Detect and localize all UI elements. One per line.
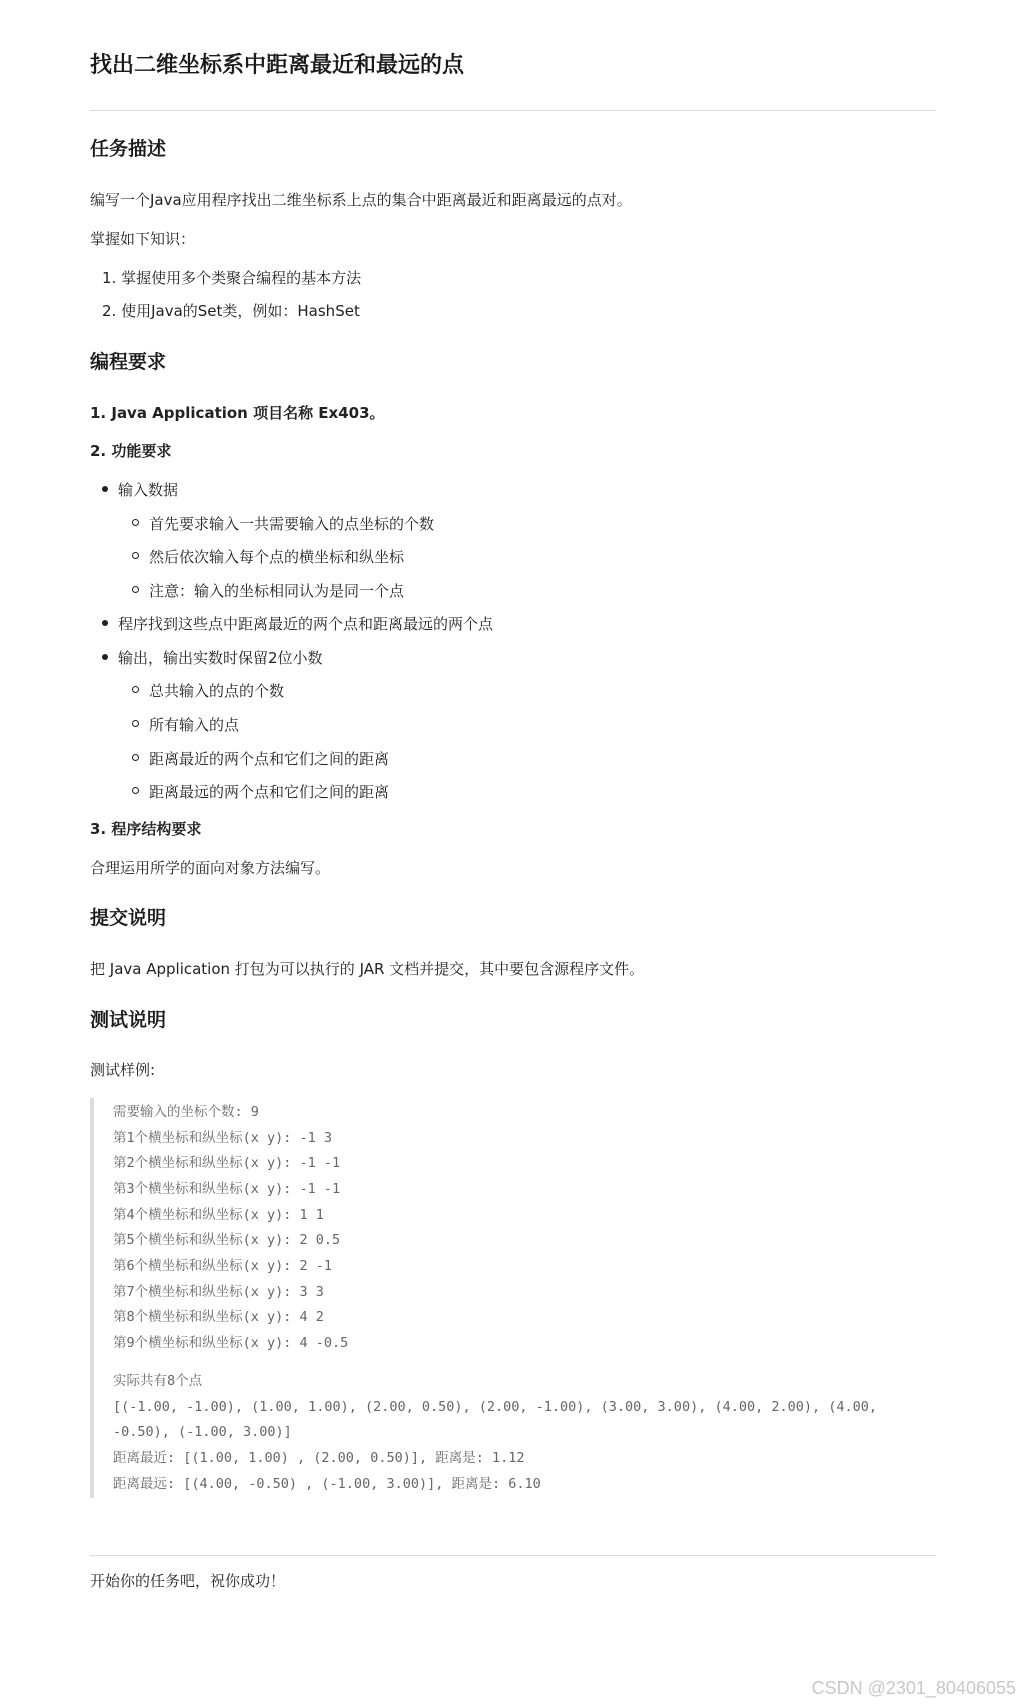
- page-title: 找出二维坐标系中距离最近和最远的点: [90, 53, 465, 78]
- bullet-text: 输出，输出实数时保留2位小数: [118, 649, 323, 667]
- bullet-text: 然后依次输入每个点的横坐标和纵坐标: [149, 548, 405, 566]
- sub-bullet-all-points: [132, 715, 239, 736]
- bullet-circle-icon: [132, 519, 139, 526]
- footer-divider: [90, 1555, 936, 1556]
- output-line: [(-1.00, -1.00), (1.00, 1.00), (2.00, 0.50), (2.00, -1.00), (3.00, 3.00), (4.00, 2.00), (4.00,: [113, 1399, 878, 1415]
- bullet-text: 程序找到这些点中距离最近的两个点和距离最远的两个点: [118, 615, 494, 633]
- requirement-project-name: 1. Java Application 项目名称 Ex403。: [90, 404, 385, 422]
- sub-bullet-farthest: [132, 782, 389, 803]
- bullet-find-points: [102, 614, 493, 635]
- sub-bullet-total: [132, 681, 284, 702]
- sub-bullet-nearest: [132, 749, 389, 770]
- bullet-text: 输入数据: [118, 481, 179, 499]
- knowledge-item-2: 2. 使用Java的Set类，例如：HashSet: [102, 302, 360, 320]
- bullet-circle-icon: [132, 720, 139, 727]
- input-line: 第8个横坐标和纵坐标(x y): 4 2: [113, 1309, 324, 1325]
- bullet-dot-icon: [102, 654, 108, 660]
- task-intro: 编写一个Java应用程序找出二维坐标系上点的集合中距离最近和距离最远的点对。: [90, 191, 632, 209]
- bullet-input-data: [102, 480, 178, 501]
- input-line: 需要输入的坐标个数: 9: [113, 1104, 259, 1120]
- requirement-function-label: 2. 功能要求: [90, 442, 172, 460]
- title-divider: [90, 110, 936, 111]
- output-line: 距离最远: [(4.00, -0.50) , (-1.00, 3.00)], 距离是: 6.10: [113, 1476, 541, 1492]
- bullet-output: [102, 648, 323, 669]
- requirement-structure-label: 3. 程序结构要求: [90, 820, 202, 838]
- task-heading: 任务描述: [90, 138, 167, 160]
- input-line: 第7个横坐标和纵坐标(x y): 3 3: [113, 1284, 324, 1300]
- input-line: 第9个横坐标和纵坐标(x y): 4 -0.5: [113, 1335, 349, 1351]
- submit-text: 把 Java Application 打包为可以执行的 JAR 文档并提交，其中要包含源程序文件。: [90, 960, 645, 978]
- requirement-structure-text: 合理运用所学的面向对象方法编写。: [90, 859, 331, 877]
- sub-bullet-coords: [132, 547, 404, 568]
- bullet-circle-icon: [132, 586, 139, 593]
- knowledge-item-1: 1. 掌握使用多个类聚合编程的基本方法: [102, 269, 362, 287]
- bullet-dot-icon: [102, 486, 108, 492]
- bullet-circle-icon: [132, 686, 139, 693]
- csdn-watermark: CSDN @2301_80406055: [811, 1678, 1016, 1698]
- output-line: 实际共有8个点: [113, 1373, 203, 1389]
- bullet-circle-icon: [132, 754, 139, 761]
- sub-bullet-note: [132, 581, 404, 602]
- requirements-heading: 编程要求: [90, 351, 167, 373]
- sub-bullet-count: [132, 514, 434, 535]
- bullet-dot-icon: [102, 620, 108, 626]
- input-line: 第3个横坐标和纵坐标(x y): -1 -1: [113, 1181, 341, 1197]
- input-line: 第2个横坐标和纵坐标(x y): -1 -1: [113, 1155, 341, 1171]
- bullet-text: 距离最近的两个点和它们之间的距离: [149, 750, 390, 768]
- input-line: 第4个横坐标和纵坐标(x y): 1 1: [113, 1207, 324, 1223]
- bullet-text: 总共输入的点的个数: [149, 682, 285, 700]
- bullet-circle-icon: [132, 552, 139, 559]
- bullet-text: 首先要求输入一共需要输入的点坐标的个数: [149, 515, 435, 533]
- test-heading: 测试说明: [90, 1009, 167, 1031]
- footer-text: 开始你的任务吧，祝你成功！: [90, 1572, 286, 1590]
- input-line: 第6个横坐标和纵坐标(x y): 2 -1: [113, 1258, 333, 1274]
- bullet-text: 距离最远的两个点和它们之间的距离: [149, 783, 390, 801]
- input-line: 第5个横坐标和纵坐标(x y): 2 0.5: [113, 1232, 341, 1248]
- output-line: -0.50), (-1.00, 3.00)]: [113, 1424, 292, 1440]
- test-sample-blockquote: [90, 1098, 936, 1498]
- submit-heading: 提交说明: [90, 907, 167, 929]
- bullet-circle-icon: [132, 787, 139, 794]
- test-sample-label: 测试样例:: [90, 1061, 156, 1079]
- bullet-text: 注意：输入的坐标相同认为是同一个点: [149, 582, 405, 600]
- output-line: 距离最近: [(1.00, 1.00) , (2.00, 0.50)], 距离是: 1.12: [113, 1450, 525, 1466]
- knowledge-label: 掌握如下知识：: [90, 230, 196, 248]
- input-line: 第1个横坐标和纵坐标(x y): -1 3: [113, 1130, 333, 1146]
- bullet-text: 所有输入的点: [149, 716, 240, 734]
